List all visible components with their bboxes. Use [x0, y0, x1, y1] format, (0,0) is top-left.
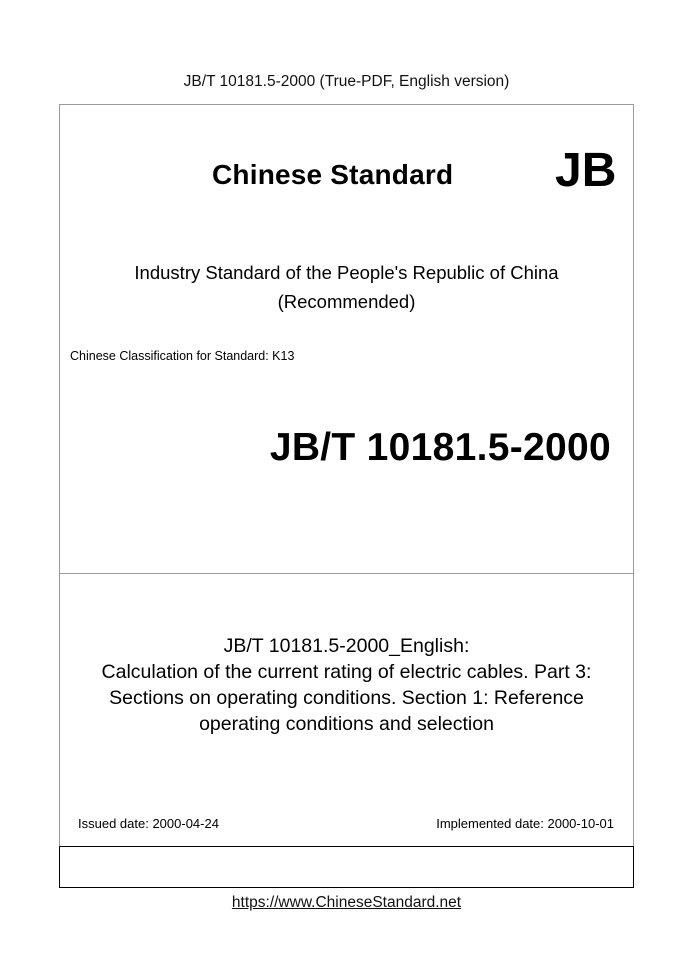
- standard-number: JB/T 10181.5-2000: [269, 426, 611, 469]
- title-line-4: operating conditions and selection: [199, 713, 494, 735]
- website-link[interactable]: https://www.ChineseStandard.net: [231, 894, 462, 911]
- classification: Chinese Classification for Standard: K13: [70, 349, 295, 363]
- industry-line-2: (Recommended): [277, 291, 416, 312]
- page-header: JB/T 10181.5-2000 (True-PDF, English version): [183, 73, 510, 90]
- title-line-1: JB/T 10181.5-2000_English:: [223, 635, 470, 657]
- implemented-date: Implemented date: 2000-10-01: [436, 816, 614, 831]
- footer-box: [59, 846, 634, 888]
- title-line-2: Calculation of the current rating of electric cables. Part 3:: [101, 661, 592, 683]
- brand-title: Chinese Standard: [212, 159, 454, 190]
- brand-code: JB: [555, 144, 617, 197]
- title-line-3: Sections on operating conditions. Section 1: Reference: [109, 687, 584, 709]
- document-title: [59, 633, 634, 737]
- industry-heading: [0, 258, 693, 316]
- industry-line-1: Industry Standard of the People's Republic of China: [134, 262, 559, 283]
- issued-date: Issued date: 2000-04-24: [78, 816, 219, 831]
